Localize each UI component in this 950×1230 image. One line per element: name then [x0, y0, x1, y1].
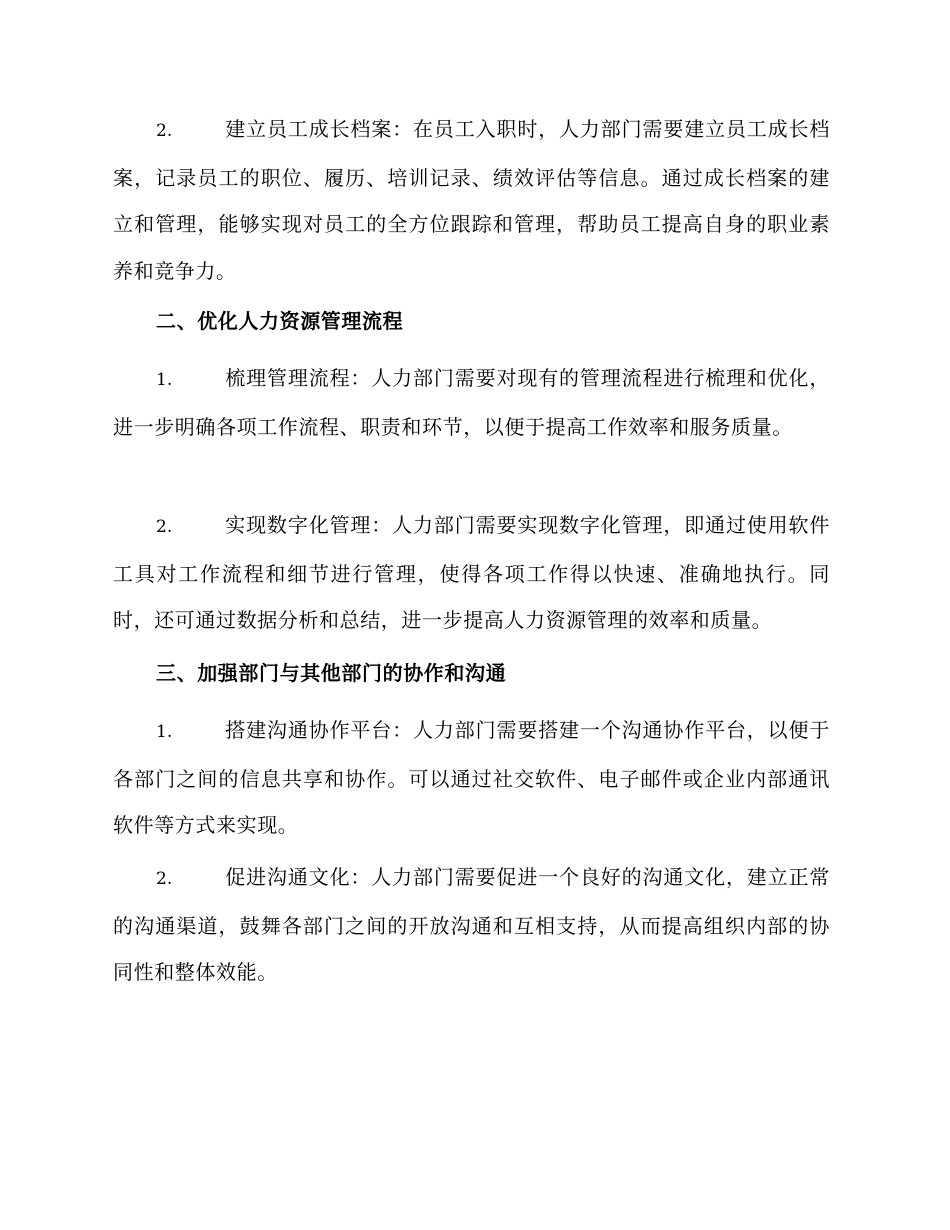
section-heading: 三、加强部门与其他部门的协作和沟通	[156, 661, 507, 685]
list-item-number: 2.	[156, 869, 173, 889]
list-item-text: 搭建沟通协作平台：人力部门需要搭建一个沟通协作平台，以便于各部门之间的信息共享和协作。可以通过社交软件、电子邮件或企业内部通讯软件等方式来实现。	[113, 718, 830, 837]
list-item-text: 建立员工成长档案：在员工入职时，人力部门需要建立员工成长档案，记录员工的职位、履历、培训记录、绩效评估等信息。通过成长档案的建立和管理，能够实现对员工的全方位跟踪和管理，帮助员工提高自身的职业素养和竞争力。	[113, 117, 830, 283]
list-item	[113, 502, 830, 644]
list-item-text: 实现数字化管理：人力部门需要实现数字化管理，即通过使用软件工具对工作流程和细节进行管理，使得各项工作得以快速、准确地执行。同时，还可通过数据分析和总结，进一步提高人力资源管理的效率和质量。	[113, 513, 830, 632]
list-item	[113, 707, 830, 849]
list-item	[113, 106, 830, 294]
list-item	[113, 355, 830, 450]
list-item-text: 促进沟通文化：人力部门需要促进一个良好的沟通文化，建立正常的沟通渠道，鼓舞各部门之间的开放沟通和互相支持，从而提高组织内部的协同性和整体效能。	[113, 865, 830, 984]
list-item	[113, 854, 830, 996]
list-item-number: 2.	[156, 121, 173, 141]
list-item-number: 1.	[156, 722, 173, 742]
list-item-text: 梳理管理流程：人力部门需要对现有的管理流程进行梳理和优化，进一步明确各项工作流程、职责和环节，以便于提高工作效率和服务质量。	[113, 366, 830, 439]
section-heading: 二、优化人力资源管理流程	[156, 309, 404, 333]
list-item-number: 2.	[156, 517, 173, 537]
list-item-number: 1.	[156, 370, 173, 390]
